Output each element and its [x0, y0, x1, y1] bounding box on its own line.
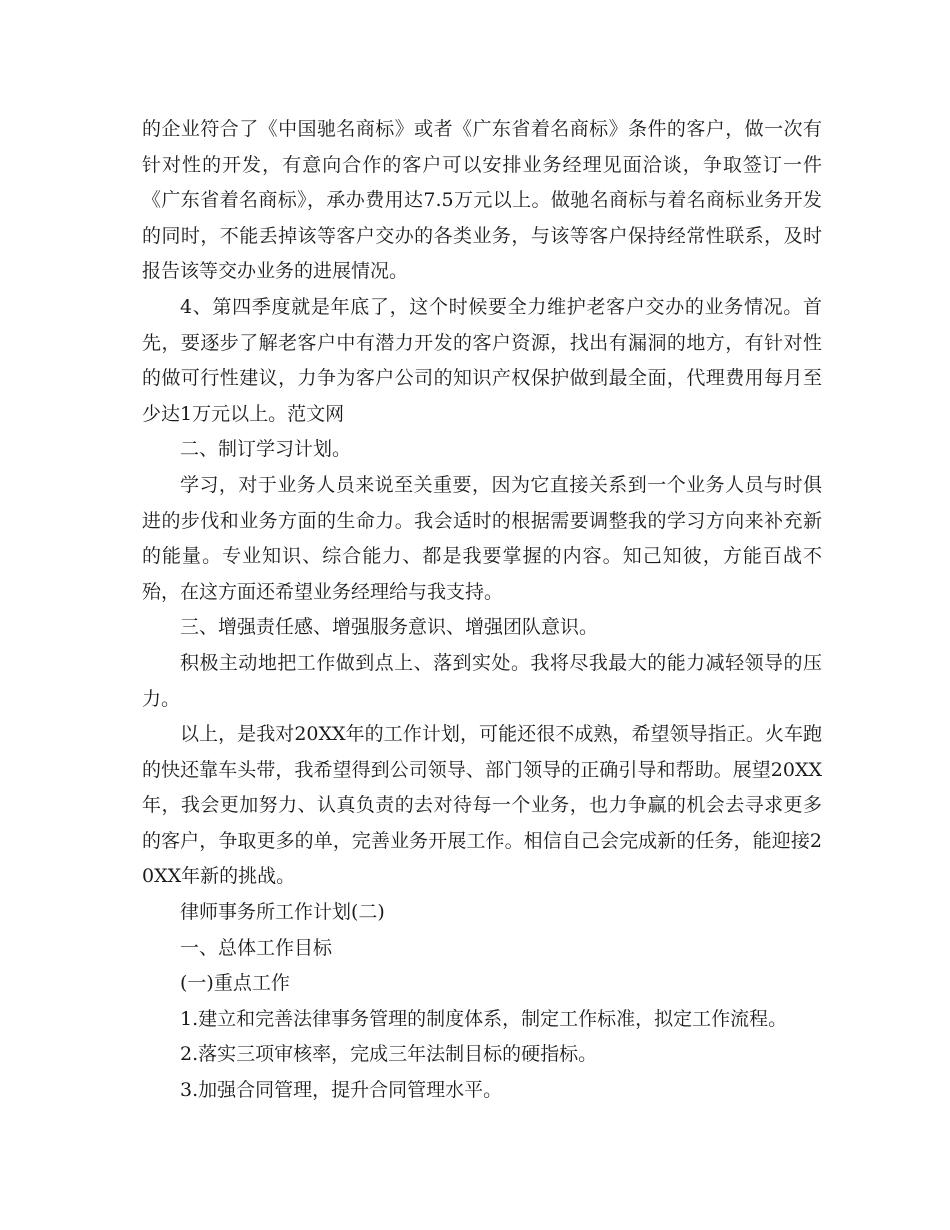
paragraph-fourth-quarter: 4、第四季度就是年底了，这个时候要全力维护老客户交办的业务情况。首先，要逐步了解老客户中有潜力开发的客户资源，找出有漏洞的地方，有针对性的做可行性建议，力争为客户公司的知识产权保护做到最全面，代理费用每月至少达1万元以上。范文网: [142, 295, 822, 425]
heading-study-plan: 二、制订学习计划。: [180, 438, 352, 461]
list-item-1: 1.建立和完善法律事务管理的制度体系，制定工作标准，拟定工作流程。: [180, 1007, 788, 1030]
paragraph-trademark-development: 的企业符合了《中国驰名商标》或者《广东省着名商标》条件的客户，做一次有针对性的开发，有意向合作的客户可以安排业务经理见面洽谈，争取签订一件《广东省着名商标》，承办费用达7.5万元以上。做驰名商标与着名商标业务开发的同时，不能丢掉该等客户交办的各类业务，与该等客户保持经常性联系，及时报告该等交办业务的进展情况。: [142, 118, 822, 283]
heading-overall-goals: 一、总体工作目标: [180, 936, 333, 959]
section-title-law-firm-plan: 律师事务所工作计划(二): [180, 901, 385, 924]
paragraph-conclusion: 以上，是我对20XX年的工作计划，可能还很不成熟，希望领导指正。火车跑的快还靠车头带，我希望得到公司领导、部门领导的正确引导和帮助。展望20XX年，我会更加努力、认真负责的去对待每一个业务，也力争赢的机会去寻求更多的客户，争取更多的单，完善业务开展工作。相信自己会完成新的任务，能迎接20XX年新的挑战。: [142, 723, 822, 888]
list-item-2: 2.落实三项审核率，完成三年法制目标的硬指标。: [180, 1043, 598, 1066]
paragraph-study: 学习，对于业务人员来说至关重要，因为它直接关系到一个业务人员与时俱进的步伐和业务方面的生命力。我会适时的根据需要调整我的学习方向来补充新的能量。专业知识、综合能力、都是我要掌握的内容。知己知彼，方能百战不殆，在这方面还希望业务经理给与我支持。: [142, 473, 822, 603]
paragraph-initiative: 积极主动地把工作做到点上、落到实处。我将尽我最大的能力减轻领导的压力。: [142, 651, 822, 710]
heading-responsibility: 三、增强责任感、增强服务意识、增强团队意识。: [180, 616, 599, 639]
document-body: [142, 112, 822, 1109]
heading-key-work: (一)重点工作: [180, 972, 290, 995]
list-item-3: 3.加强合同管理，提升合同管理水平。: [180, 1079, 503, 1102]
